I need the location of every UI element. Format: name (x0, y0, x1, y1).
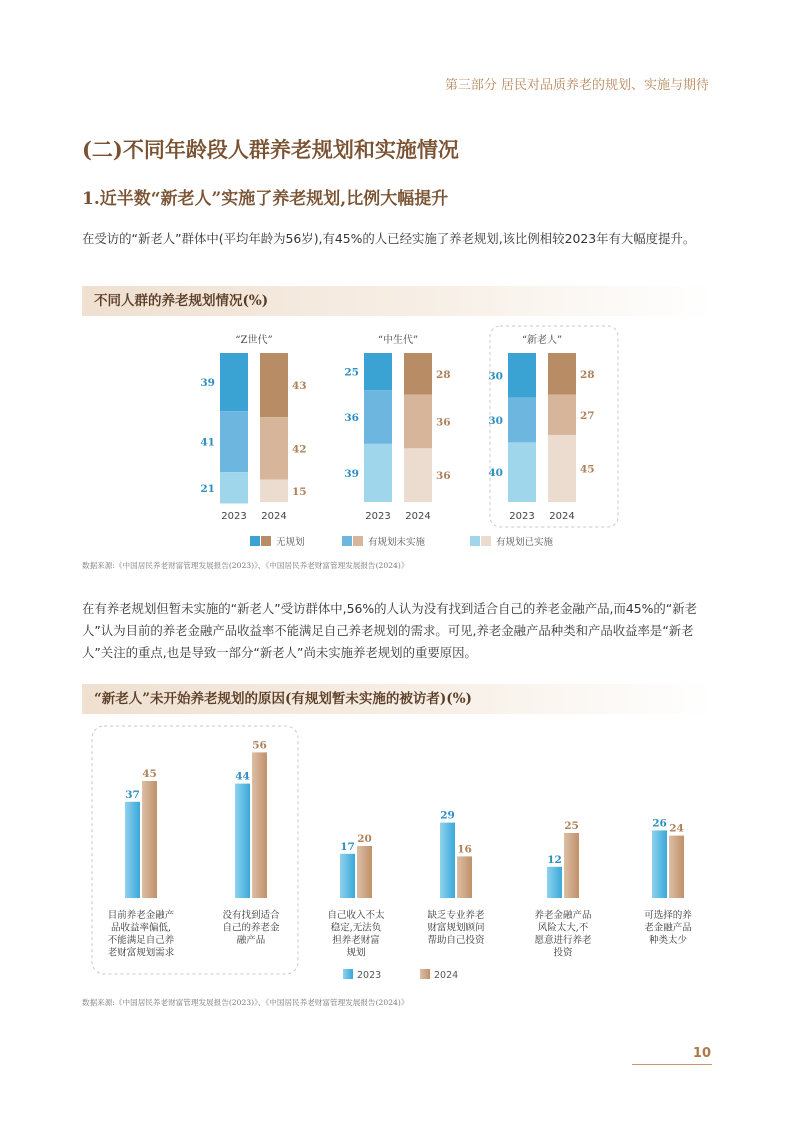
stack-segment (364, 444, 392, 502)
year-label: 2024 (261, 511, 287, 522)
group-label: “Z世代” (235, 335, 273, 346)
chart1-banner: 不同人群的养老规划情况(%) (82, 286, 714, 316)
category-label: 稳定,无法负 (330, 922, 382, 934)
data-label: 39 (344, 467, 359, 480)
stack-segment (404, 353, 432, 395)
data-label: 17 (340, 840, 355, 853)
legend-label: 有规划已实施 (496, 537, 554, 548)
stack-segment (220, 472, 248, 503)
category-label: 财富规划顾问 (427, 922, 485, 934)
data-label: 28 (436, 368, 451, 381)
legend-swatch (420, 969, 430, 979)
bar (669, 836, 684, 898)
data-label: 41 (200, 436, 215, 449)
year-label: 2023 (221, 511, 247, 522)
category-label: 目前养老金融产 (107, 910, 175, 921)
data-label: 29 (440, 809, 455, 822)
data-label: 39 (200, 377, 215, 390)
bar (564, 833, 579, 898)
bar (652, 830, 667, 898)
data-label: 44 (235, 770, 250, 783)
category-label: 种类太少 (648, 935, 688, 946)
legend-label: 2023 (357, 970, 382, 981)
stack-segment (548, 435, 576, 502)
stack-segment (220, 411, 248, 472)
data-label: 24 (669, 822, 684, 835)
category-label: 规划 (346, 947, 366, 959)
data-label: 45 (580, 463, 595, 476)
category-label: 缺乏专业养老 (427, 910, 485, 921)
stack-segment (220, 353, 248, 411)
data-label: 42 (292, 443, 307, 456)
category-label: 老金融产品 (644, 922, 692, 934)
year-label: 2024 (549, 511, 575, 522)
legend-swatch (353, 536, 363, 546)
category-label: 不能满足自己养 (107, 935, 175, 946)
category-label: 风险太大,不 (537, 922, 589, 934)
stack-segment (508, 442, 536, 502)
bar (235, 784, 250, 898)
group-label: “中生代” (377, 335, 419, 346)
chart2-source: 数据来源:《中国居民养老财富管理发展报告(2023)》、《中国居民养老财富管理发展报告(2024)》 (82, 998, 409, 1007)
bar (457, 856, 472, 898)
section-heading: (二)不同年龄段人群养老规划和实施情况 (82, 137, 459, 162)
legend-swatch (261, 536, 271, 546)
data-label: 56 (252, 739, 267, 752)
category-label: 没有找到适合 (222, 910, 280, 921)
page-number: 10 (692, 1046, 711, 1061)
stack-segment (260, 353, 288, 417)
category-label: 愿意进行养老 (534, 935, 592, 946)
legend-label: 2024 (434, 970, 459, 981)
analysis-paragraph: 在有养老规划但暂未实施的“新老人”受访群体中,56%的人认为没有找到适合自己的养老金融产品,而45%的“新老人”认为目前的养老金融产品收益率不能满足自己养老规划的需求。可见,养老金融产品种类和产品收益率是“新老人”关注的重点,也是导致一部分“新老人”尚未实施养老规划的重要原因。 (82, 601, 698, 660)
stack-segment (548, 353, 576, 395)
stack-segment (404, 395, 432, 449)
data-label: 43 (292, 380, 307, 393)
stack-segment (364, 390, 392, 444)
data-label: 36 (436, 416, 451, 429)
bar (252, 752, 267, 898)
category-label: 可选择的养 (644, 910, 692, 921)
category-label: 融产品 (236, 935, 266, 946)
category-label: 老财富规划需求 (107, 947, 175, 959)
category-label: 自己的养老金 (222, 922, 280, 934)
data-label: 40 (488, 467, 503, 480)
header-title: 第三部分 居民对品质养老的规划、实施与期待 (444, 78, 709, 93)
bar (547, 867, 562, 898)
category-label: 养老金融产品 (534, 910, 592, 921)
category-label: 投资 (553, 947, 573, 959)
data-label: 37 (125, 788, 140, 801)
year-label: 2023 (365, 511, 391, 522)
category-label: 帮助自己投资 (427, 935, 485, 946)
bar (340, 854, 355, 898)
data-label: 25 (564, 820, 579, 832)
data-label: 16 (457, 843, 472, 856)
data-label: 12 (547, 853, 562, 866)
sub-heading: 1.近半数“新老人”实施了养老规划,比例大幅提升 (82, 189, 449, 209)
year-label: 2023 (509, 511, 535, 522)
stack-segment (508, 353, 536, 398)
data-label: 45 (142, 768, 157, 780)
data-label: 25 (344, 366, 359, 379)
stack-segment (404, 448, 432, 502)
stack-segment (260, 417, 288, 480)
data-label: 36 (344, 412, 359, 425)
data-label: 36 (436, 470, 451, 483)
stack-segment (364, 353, 392, 390)
stack-segment (548, 395, 576, 435)
data-label: 30 (488, 370, 503, 383)
bar (357, 846, 372, 898)
stack-segment (508, 398, 536, 443)
bar (142, 781, 157, 898)
stack-segment (260, 480, 288, 502)
page-number-rule (632, 1064, 712, 1065)
stacked-bar-chart (0, 318, 793, 550)
legend-swatch (342, 536, 352, 546)
chart2-banner: “新老人”未开始养老规划的原因(有规划暂未实施的被访者)(%) (82, 684, 714, 714)
data-label: 26 (652, 817, 667, 830)
year-label: 2024 (405, 511, 431, 522)
legend-swatch (250, 536, 260, 546)
legend-swatch (470, 536, 480, 546)
grouped-bar-chart (0, 718, 793, 990)
category-label: 担养老财富 (332, 935, 380, 946)
legend-label: 无规划 (276, 537, 305, 548)
category-label: 品收益率偏低, (110, 922, 172, 934)
data-label: 30 (488, 415, 503, 428)
group-label: “新老人” (521, 335, 563, 346)
chart1-source: 数据来源:《中国居民养老财富管理发展报告(2023)》、《中国居民养老财富管理发展报告(2024)》 (82, 561, 409, 570)
data-label: 15 (292, 485, 307, 498)
intro-paragraph: 在受访的“新老人”群体中(平均年龄为56岁),有45%的人已经实施了养老规划,该比例相较2023年有大幅度提升。 (82, 231, 696, 246)
category-label: 自己收入不太 (327, 910, 385, 921)
data-label: 21 (200, 482, 215, 495)
legend-label: 有规划未实施 (368, 537, 426, 548)
data-label: 28 (580, 368, 595, 381)
legend-swatch (481, 536, 491, 546)
bar (440, 823, 455, 898)
data-label: 20 (357, 833, 372, 845)
legend-swatch (343, 969, 353, 979)
data-label: 27 (580, 409, 595, 422)
bar (125, 802, 140, 898)
